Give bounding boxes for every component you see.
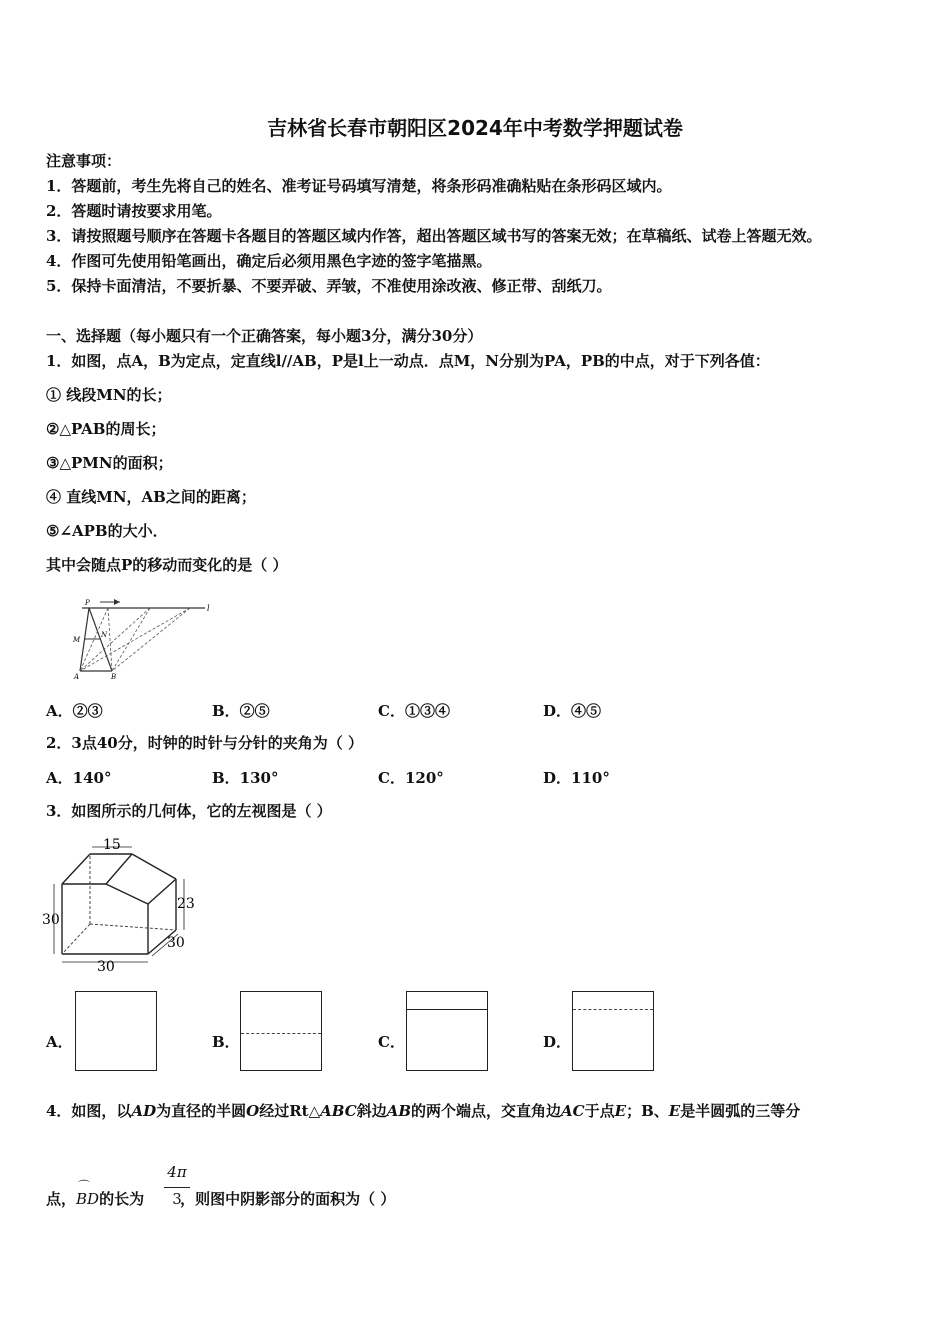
arc-bd: BD [76,1190,100,1208]
q3-option-b: B． [212,1033,240,1051]
q3-option-d-view [572,991,654,1071]
fraction-bar [164,1187,190,1188]
q1-option-a: A．②③ [46,702,103,720]
q3-option-b-view [240,991,322,1071]
q3-option-d: D． [543,1033,572,1051]
dim-depth: 30 [167,935,185,951]
label-m: M [73,636,81,644]
q1-ask: 其中会随点P的移动而变化的是（ ） [46,556,288,574]
section-heading: 一、选择题（每小题只有一个正确答案，每小题3分，满分30分） [46,327,483,345]
dim-bottom: 30 [97,959,115,974]
question-4-stem: 4．如图，以AD为直径的半圆O经过Rt△ABC斜边AB的两个端点，交直角边AC于点E；B、E是半圆弧的三等分 [46,1102,801,1120]
q3-option-a: A． [46,1033,73,1051]
notice-item: 2．答题时请按要求用笔。 [46,202,222,220]
question-3-stem: 3．如图所示的几何体，它的左视图是（ ） [46,802,332,820]
visible-edge [407,1009,487,1010]
q1-item: ① 线段MN的长； [46,386,172,404]
label-a: A [74,673,80,681]
q3-option-c-view [406,991,488,1071]
dim-top: 15 [103,837,121,853]
question-4-line2: 点， ⌒ BD的长为 ，则图中阴影部分的面积为（ ） [46,1189,395,1209]
arc-symbol: ⌒ [78,1179,91,1193]
label-l: l [207,604,210,613]
notice-item: 3．请按照题号顺序在答题卡各题目的答题区域内作答，超出答题区域书写的答案无效；在草稿纸、试卷上答题无效。 [46,227,822,245]
q1-item: ④ 直线MN，AB之间的距离； [46,488,256,506]
q3-option-c: C． [378,1033,405,1051]
hidden-edge [573,1009,653,1010]
dim-right: 23 [177,896,195,912]
notice-item: 4．作图可先使用铅笔画出，确定后必须用黑色字迹的签字笔描黑。 [46,252,492,270]
fraction-numerator: 4π [167,1163,187,1181]
dim-left: 30 [42,912,60,928]
q1-option-b: B．②⑤ [212,702,270,720]
q2-option-c: C．120° [378,769,444,787]
q1-item: ③△PMN的面积； [46,454,173,472]
q3-option-a-view [75,991,157,1071]
q2-option-b: B．130° [212,769,279,787]
label-n: N [101,631,108,639]
label-b: B [111,673,117,681]
q2-option-a: A．140° [46,769,112,787]
fraction-denominator: 3 [172,1190,182,1208]
q2-option-d: D．110° [543,769,610,787]
q1-option-d: D．④⑤ [543,702,602,720]
q1-option-c: C．①③④ [378,702,450,720]
question-2-stem: 2．3点40分，时钟的时针与分针的夹角为（ ） [46,734,363,752]
hidden-edge [241,1033,321,1034]
q1-figure [70,597,215,682]
notice-heading: 注意事项： [46,152,122,170]
notice-item: 5．保持卡面清洁，不要折暴、不要弄破、弄皱，不准使用涂改液、修正带、刮纸刀。 [46,277,612,295]
notice-item: 1．答题前，考生先将自己的姓名、准考证号码填写清楚，将条形码准确粘贴在条形码区域内。 [46,177,672,195]
label-p: P [85,599,90,607]
page-title: 吉林省长春市朝阳区2024年中考数学押题试卷 [267,116,683,140]
q1-item: ⑤∠APB的大小． [46,522,168,540]
q3-figure [40,832,200,974]
question-1-stem: 1．如图，点A，B为定点，定直线l//AB，P是l上一动点．点M，N分别为PA，PB的中点，对于下列各值： [46,352,770,370]
q1-item: ②△PAB的周长； [46,420,166,438]
